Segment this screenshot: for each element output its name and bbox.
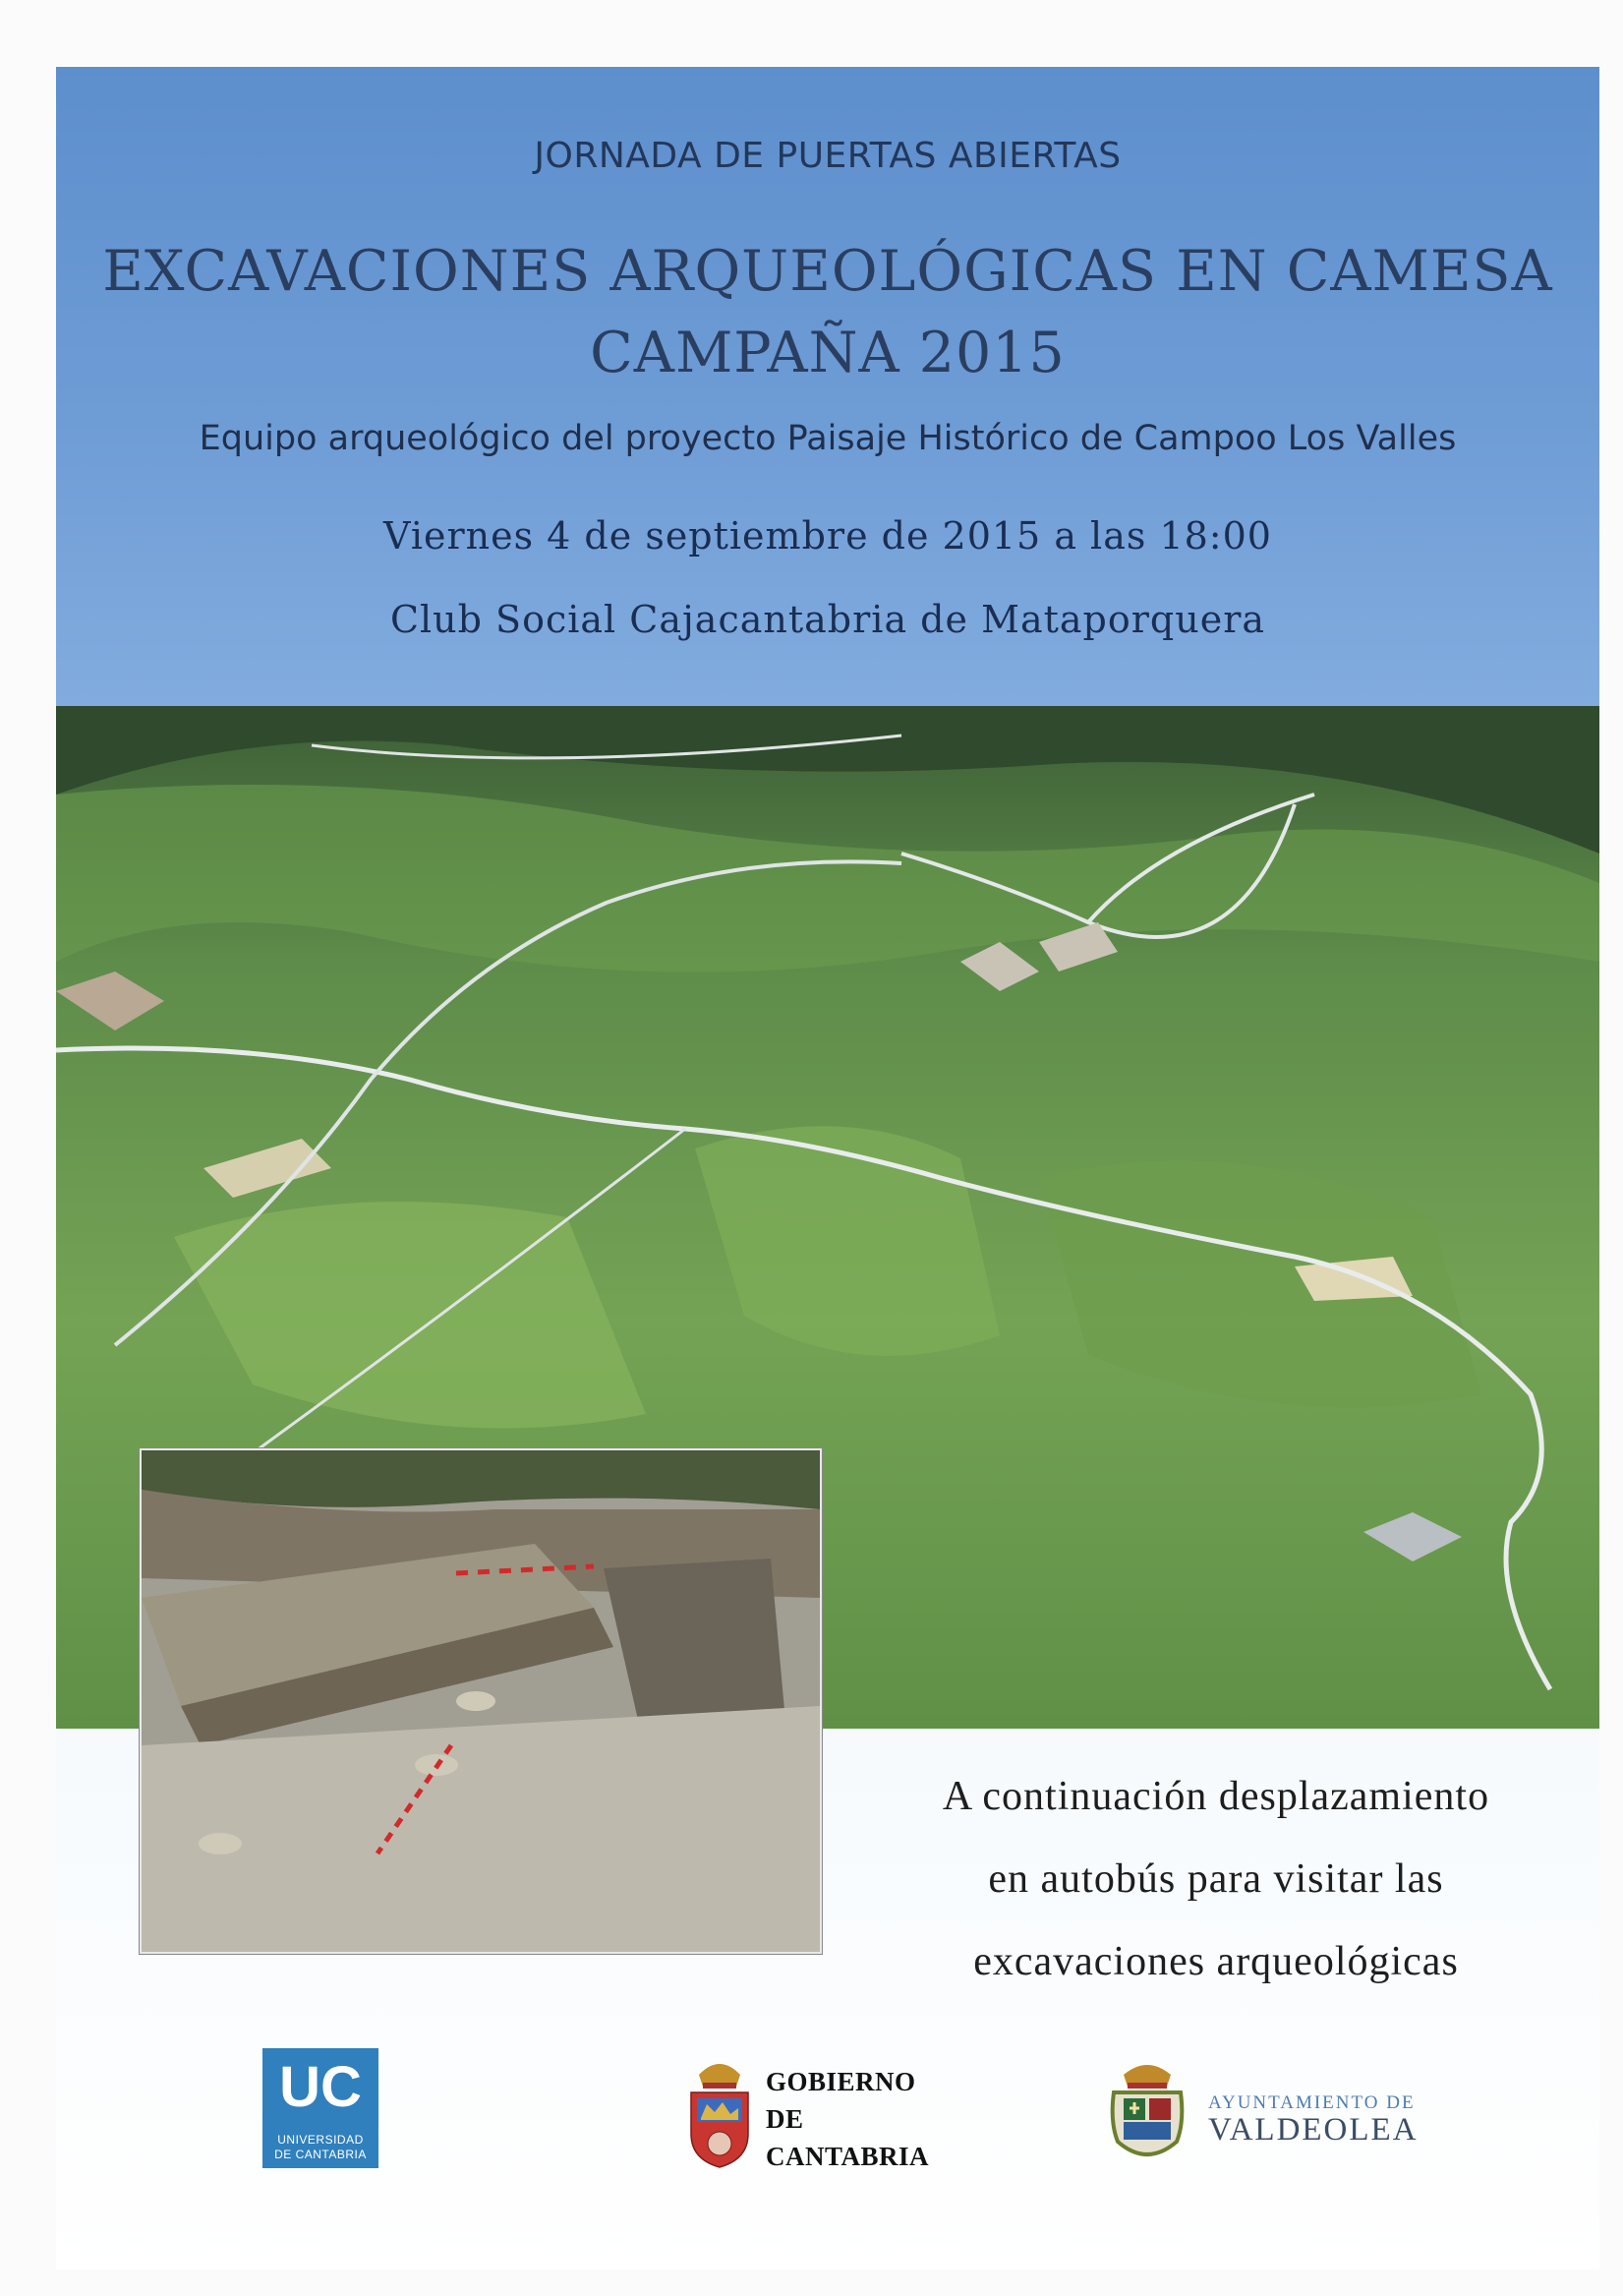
event-venue: Club Social Cajacantabria de Mataporquera (389, 598, 1266, 641)
uc-name-line2: DE CANTABRIA (274, 2148, 367, 2161)
valdeolea-line2: VALDEOLEA (1208, 2112, 1419, 2148)
gobierno-cantabria-logo (766, 2063, 929, 2175)
caption-line: excavaciones arqueológicas (973, 1939, 1459, 1984)
uc-name-line1: UNIVERSIDAD (277, 2133, 364, 2147)
event-type: JORNADA DE PUERTAS ABIERTAS (534, 136, 1122, 176)
page-subtitle: CAMPAÑA 2015 (590, 321, 1066, 385)
page-title: EXCAVACIONES ARQUEOLÓGICAS EN CAMESA (102, 239, 1553, 304)
caption-line: en autobús para visitar las (988, 1856, 1444, 1902)
uc-mark: UC (279, 2055, 362, 2119)
poster (56, 67, 1599, 2269)
team-line: Equipo arqueológico del proyecto Paisaje Histórico de Campoo Los Valles (199, 419, 1457, 458)
valdeolea-coat-of-arms-icon (1108, 2053, 1187, 2169)
header-banner (56, 67, 1599, 706)
gobierno-line: CANTABRIA (766, 2142, 930, 2171)
universidad-cantabria-logo (262, 2048, 378, 2168)
gobierno-line: GOBIERNO (766, 2067, 916, 2096)
caption-line: A continuación desplazamiento (942, 1774, 1490, 1819)
gobierno-cantabria-coat-of-arms-icon (685, 2053, 754, 2169)
bus-visit-caption (862, 1773, 1570, 2021)
event-date: Viernes 4 de septiembre de 2015 a las 18:00 (383, 514, 1272, 558)
excavation-photo (140, 1448, 822, 1954)
valdeolea-line1: AYUNTAMIENTO DE (1208, 2092, 1416, 2113)
gobierno-line: DE (766, 2104, 804, 2134)
